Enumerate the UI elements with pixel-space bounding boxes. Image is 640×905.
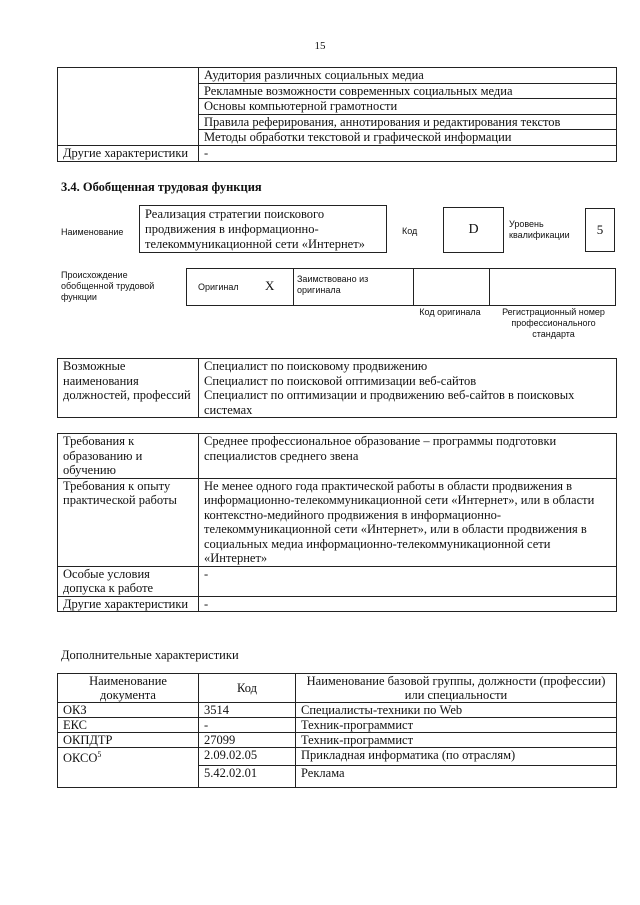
table-row	[58, 765, 617, 788]
page-number: 15	[314, 40, 326, 52]
reg-number-caption: Регистрационный номер профессионального стандарта	[502, 307, 605, 339]
name-cell: Прикладная информатика (по отраслям)	[296, 748, 617, 766]
doc-cell	[58, 765, 199, 788]
name-cell: Техник-программист	[296, 733, 617, 748]
table-header-row	[58, 674, 617, 703]
code-cell: -	[199, 718, 296, 733]
table-row	[58, 733, 617, 748]
code-label: Код	[402, 226, 418, 236]
positions-table	[57, 358, 617, 418]
skills-table	[57, 67, 617, 162]
additional-table	[57, 673, 617, 788]
name-cell: Реклама	[296, 765, 617, 788]
doc-cell	[58, 748, 199, 766]
section-title: 3.4. Обобщенная трудовая функция	[61, 180, 262, 194]
table-row	[58, 68, 617, 84]
empty-cell	[58, 68, 199, 84]
positions-label: Возможные наименования должностей, профессий	[58, 359, 199, 418]
header-code: Код	[199, 674, 296, 703]
code-original-caption: Код оригинала	[419, 307, 481, 317]
code-cell: 3514	[199, 703, 296, 718]
divider	[489, 269, 490, 305]
empty-cell	[58, 83, 199, 99]
table-row	[58, 596, 617, 612]
positions-cell	[199, 359, 617, 418]
other-value: -	[199, 145, 617, 161]
empty-cell	[58, 114, 199, 130]
position-item: Специалист по поисковому продвижению	[204, 359, 428, 373]
doc-name: ОКСО	[63, 751, 98, 766]
table-row	[58, 703, 617, 718]
level-label: Уровень квалификации	[509, 219, 570, 240]
table-row	[58, 748, 617, 766]
original-label: Оригинал	[198, 282, 239, 292]
skill-item: Правила реферирования, аннотирования и редактирования текстов	[199, 114, 617, 130]
other-label: Другие характеристики	[58, 596, 199, 612]
header-document: Наименование документа	[58, 674, 199, 703]
level-value: 5	[585, 208, 615, 252]
code-cell: 2.09.02.05	[199, 748, 296, 766]
education-value: Среднее профессиональное образование – программы подготовки специалистов среднего звена	[199, 434, 617, 479]
skill-item: Рекламные возможности современных социальных медиа	[199, 83, 617, 99]
table-row	[58, 718, 617, 733]
name-cell: Специалисты-техники по Web	[296, 703, 617, 718]
empty-cell	[58, 130, 199, 146]
doc-cell: ЕКС	[58, 718, 199, 733]
skill-item: Аудитория различных социальных медиа	[199, 68, 617, 84]
other-label: Другие характеристики	[58, 145, 199, 161]
table-row	[58, 359, 617, 418]
skill-item: Основы компьютерной грамотности	[199, 99, 617, 115]
table-row	[58, 566, 617, 596]
borrowed-label: Заимствовано из оригинала	[297, 274, 369, 295]
table-row	[58, 434, 617, 479]
experience-label: Требования к опыту практической работы	[58, 478, 199, 566]
header-name: Наименование базовой группы, должности (профессии) или специальности	[296, 674, 617, 703]
name-label: Наименование	[61, 227, 124, 237]
function-name: Реализация стратегии поискового продвижения в информационно-телекоммуникационной сети «Интернет»	[139, 205, 387, 253]
doc-cell: ОКЗ	[58, 703, 199, 718]
original-mark: X	[265, 278, 275, 293]
table-row	[58, 478, 617, 566]
table-row	[58, 130, 617, 146]
name-cell: Техник-программист	[296, 718, 617, 733]
code-cell: 5.42.02.01	[199, 765, 296, 788]
divider	[413, 269, 414, 305]
education-label: Требования к образованию и обучению	[58, 434, 199, 479]
origin-label: Происхождение обобщенной трудовой функции	[61, 270, 155, 302]
code-cell: 27099	[199, 733, 296, 748]
experience-value: Не менее одного года практической работы в области продвижения в информационно-телекоммуникационной сети «Интернет», или в области контекстно-медийного продвижения в информационно-телекоммуникационной сети «Интернет», или в области продвижения в социальных медиа информационно-телекоммуникационной сети «Интернет»	[199, 478, 617, 566]
position-item: Специалист по поисковой оптимизации веб-сайтов	[204, 373, 477, 388]
table-row	[58, 114, 617, 130]
empty-cell	[58, 99, 199, 115]
special-conditions-value: -	[199, 566, 617, 596]
special-conditions-label: Особые условия допуска к работе	[58, 566, 199, 596]
code-value: D	[443, 207, 504, 253]
position-item: Специалист по оптимизации и продвижению веб-сайтов в поисковых системах	[204, 388, 575, 417]
doc-cell: ОКПДТР	[58, 733, 199, 748]
skill-item: Методы обработки текстовой и графической информации	[199, 130, 617, 146]
additional-title: Дополнительные характеристики	[61, 648, 239, 662]
divider	[293, 269, 294, 305]
table-row	[58, 83, 617, 99]
other-value: -	[199, 596, 617, 612]
table-row	[58, 145, 617, 161]
table-row	[58, 99, 617, 115]
requirements-table	[57, 433, 617, 612]
footnote-marker: 5	[97, 750, 102, 759]
